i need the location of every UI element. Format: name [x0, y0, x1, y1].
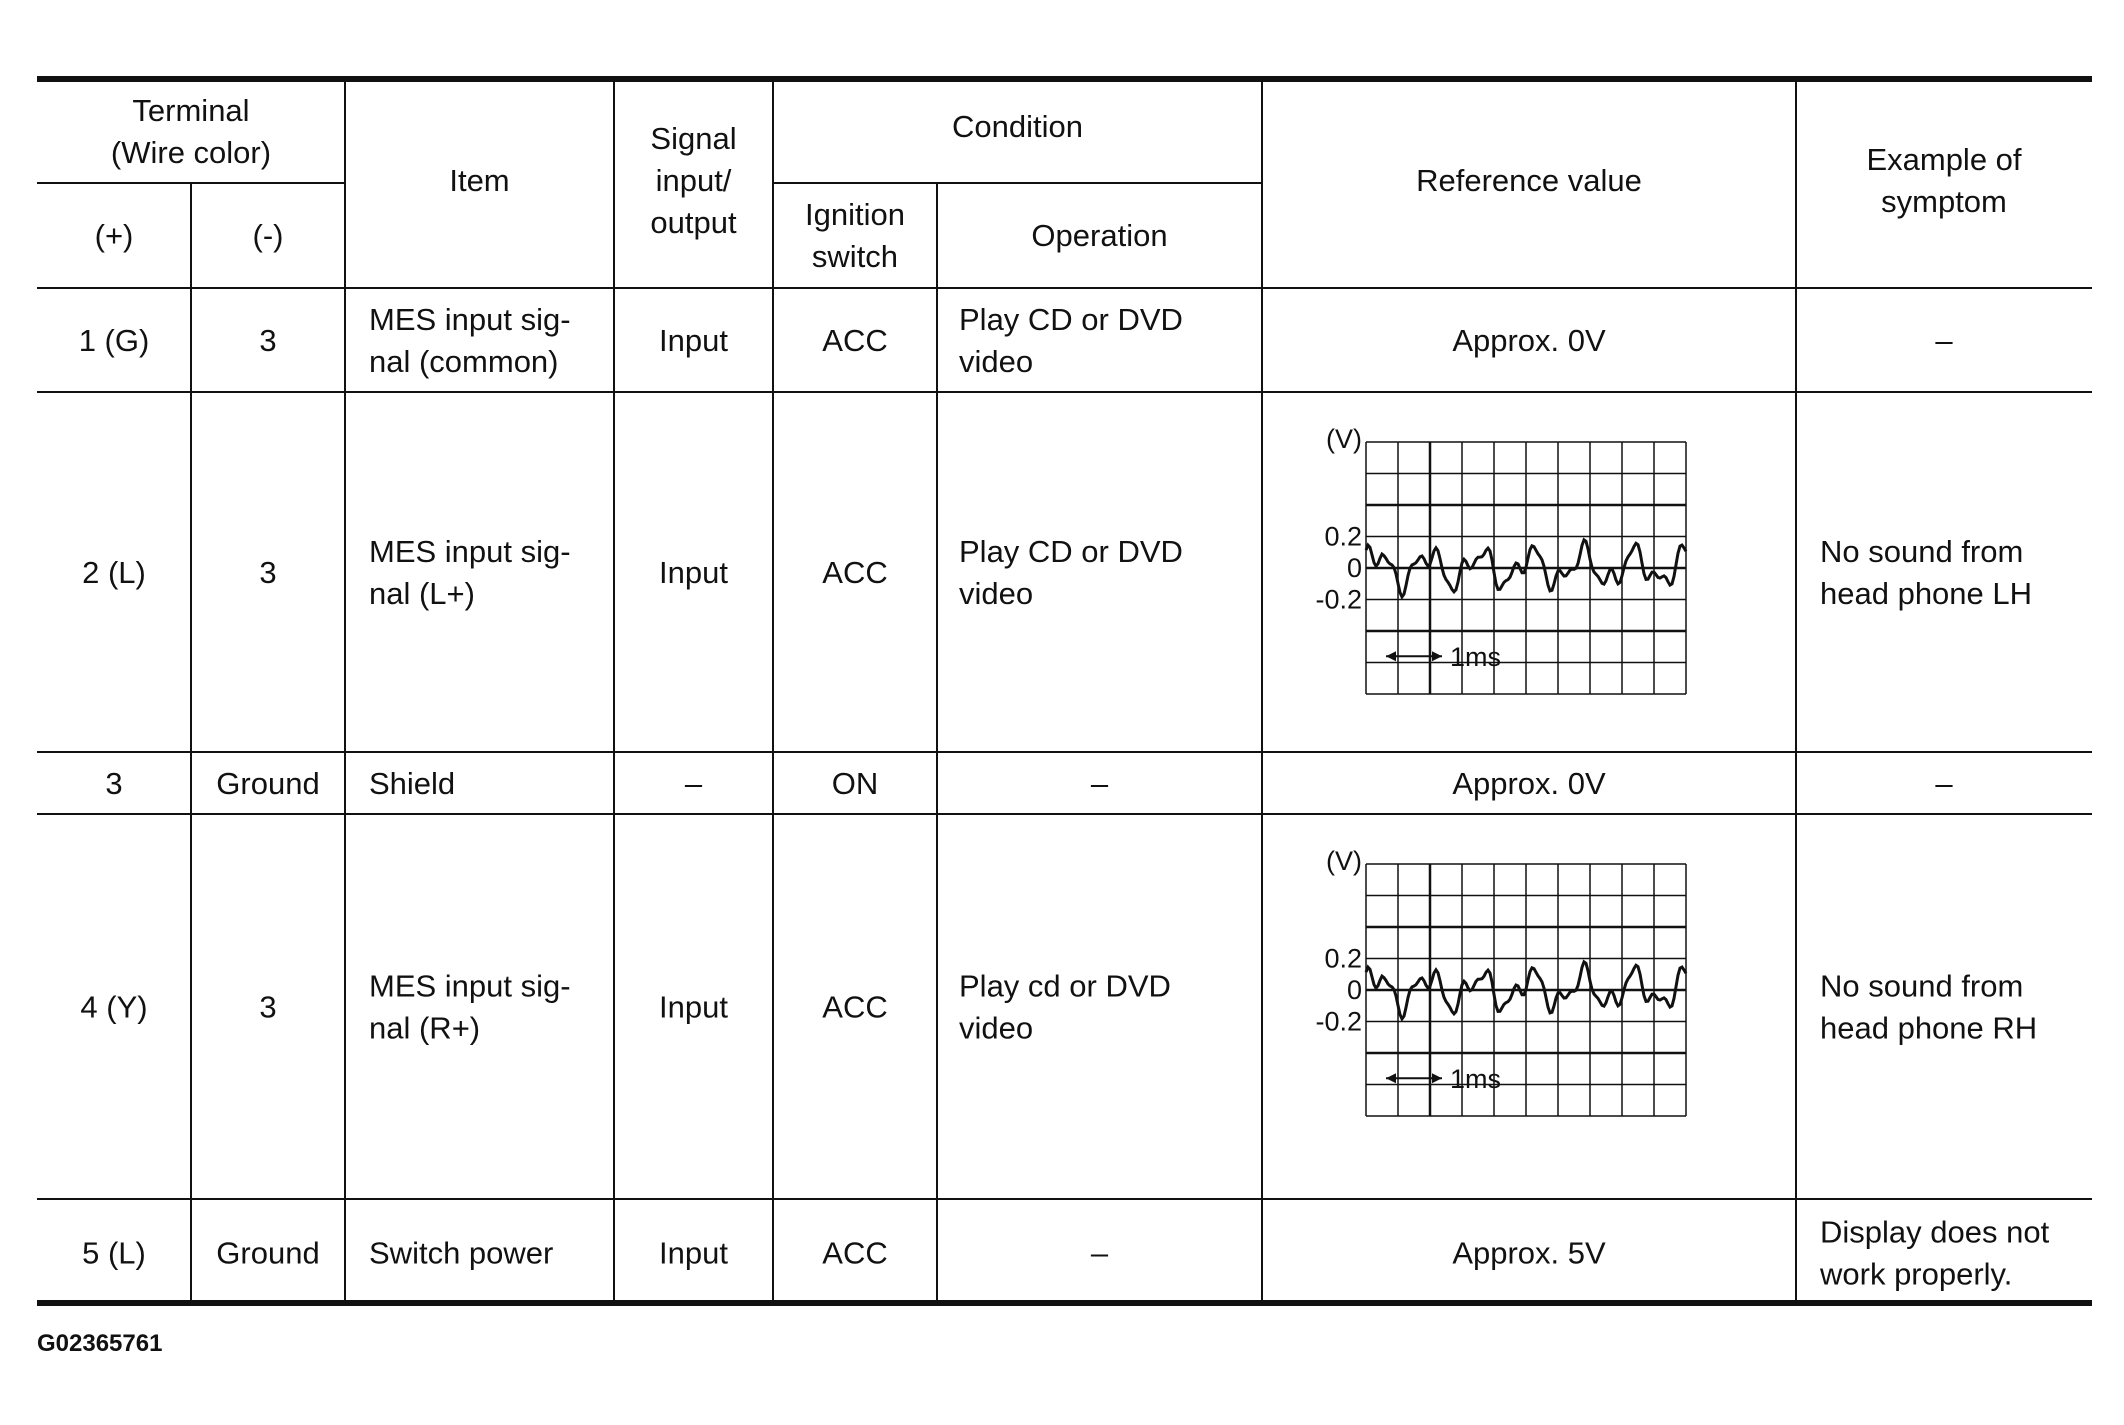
- terminal-plus-cell: 3: [105, 765, 123, 801]
- example-cell: –: [1935, 765, 1953, 801]
- terminal-plus-cell: 5 (L): [82, 1235, 146, 1271]
- ignition-header: Ignition: [805, 196, 905, 232]
- waveform-unit-label: (V): [1326, 424, 1362, 454]
- signal-cell: Input: [659, 554, 728, 590]
- terminal-plus-cell: 1 (G): [78, 322, 150, 358]
- waveform-graph: [1315, 424, 1686, 694]
- example-header: Example of: [1866, 141, 2022, 177]
- item-cell: MES input sig-: [369, 533, 571, 569]
- item-cell: Switch power: [369, 1235, 554, 1271]
- signal-cell: Input: [659, 322, 728, 358]
- example-cell: No sound from: [1820, 533, 2024, 569]
- signal-header: input/: [655, 162, 732, 198]
- item-cell: MES input sig-: [369, 301, 571, 337]
- condition-header: Condition: [952, 108, 1083, 144]
- reference-cell: Approx. 0V: [1452, 765, 1606, 801]
- minus-header: (-): [252, 217, 284, 253]
- table-text: [79, 93, 2050, 1292]
- item-cell: MES input sig-: [369, 968, 571, 1004]
- signal-cell: –: [684, 765, 703, 801]
- operation-cell: –: [1090, 1235, 1109, 1271]
- waveform-time-label: 1ms: [1450, 1064, 1502, 1095]
- arrow-icon: [1432, 651, 1442, 661]
- arrow-icon: [1386, 1073, 1396, 1083]
- example-cell: Display does not: [1820, 1214, 2050, 1250]
- operation-cell: video: [959, 343, 1034, 379]
- arrow-icon: [1386, 651, 1396, 661]
- example-header: symptom: [1881, 183, 2007, 219]
- terminal-minus-cell: Ground: [216, 765, 320, 801]
- figure-code: G02365761: [37, 1330, 163, 1357]
- operation-cell: Play CD or DVD: [959, 301, 1183, 337]
- terminal-plus-cell: 4 (Y): [80, 989, 148, 1025]
- operation-cell: video: [959, 1010, 1034, 1046]
- example-cell: work properly.: [1820, 1256, 2013, 1292]
- waveform-y-label: 0: [1346, 553, 1362, 583]
- ignition-header: switch: [811, 238, 899, 274]
- arrow-icon: [1432, 1073, 1442, 1083]
- item-cell: Shield: [369, 765, 456, 801]
- waveform-y-label: 0.2: [1324, 943, 1362, 974]
- terminal-minus-cell: 3: [259, 554, 277, 590]
- reference-cell: Approx. 0V: [1452, 322, 1606, 358]
- item-cell: nal (L+): [369, 575, 475, 611]
- signal-cell: Input: [659, 989, 728, 1025]
- ignition-cell: ACC: [822, 1235, 888, 1271]
- reference-header: Reference value: [1416, 162, 1642, 198]
- terminal-header: (Wire color): [110, 134, 272, 170]
- ignition-cell: ON: [831, 765, 879, 801]
- terminal-minus-cell: 3: [259, 989, 277, 1025]
- operation-cell: video: [959, 575, 1034, 611]
- ignition-cell: ACC: [822, 322, 888, 358]
- ignition-cell: ACC: [822, 989, 888, 1025]
- terminal-minus-cell: Ground: [216, 1235, 320, 1271]
- waveform-unit-label: (V): [1326, 846, 1362, 876]
- item-cell: nal (R+): [369, 1010, 481, 1046]
- terminal-header: Terminal: [132, 92, 250, 128]
- signal-cell: Input: [659, 1235, 728, 1271]
- waveform-time-label: 1ms: [1450, 642, 1502, 673]
- example-cell: No sound from: [1820, 968, 2024, 1004]
- terminal-plus-cell: 2 (L): [82, 554, 146, 590]
- waveform-y-label: -0.2: [1315, 1006, 1362, 1037]
- example-cell: –: [1935, 322, 1953, 358]
- signal-header: output: [650, 204, 737, 240]
- terminal-reference-table: [37, 76, 2092, 1316]
- example-cell: head phone RH: [1820, 1010, 2038, 1046]
- reference-cell: Approx. 5V: [1452, 1235, 1606, 1271]
- operation-cell: –: [1090, 765, 1109, 801]
- item-cell: nal (common): [369, 343, 559, 379]
- operation-cell: Play cd or DVD: [959, 968, 1171, 1004]
- waveform-y-label: -0.2: [1315, 584, 1362, 615]
- waveform-graph: [1315, 846, 1686, 1116]
- signal-header: Signal: [650, 120, 737, 156]
- operation-cell: Play CD or DVD: [959, 533, 1183, 569]
- terminal-minus-cell: 3: [259, 322, 277, 358]
- item-header: Item: [449, 162, 510, 198]
- table-grid-lines: [37, 79, 2092, 1303]
- operation-header: Operation: [1031, 217, 1168, 253]
- ignition-cell: ACC: [822, 554, 888, 590]
- waveform-y-label: 0.2: [1324, 521, 1362, 552]
- example-cell: head phone LH: [1820, 575, 2033, 611]
- waveform-y-label: 0: [1346, 975, 1362, 1005]
- plus-header: (+): [94, 217, 134, 253]
